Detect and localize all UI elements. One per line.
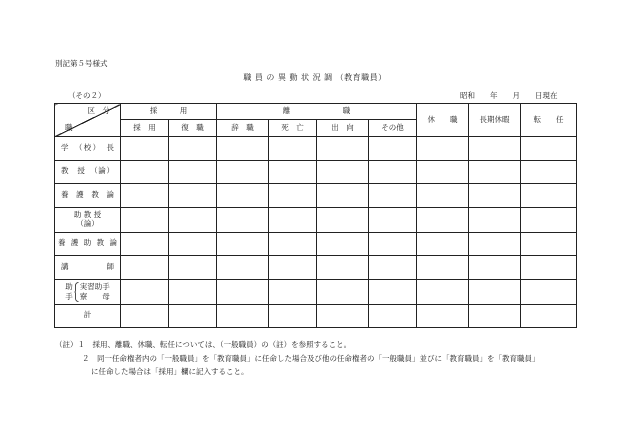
table-cell[interactable] <box>169 137 217 161</box>
table-cell[interactable] <box>269 256 317 280</box>
table-cell[interactable] <box>417 207 469 232</box>
table-cell[interactable] <box>369 232 417 256</box>
row-label-line1: 助 教 授 <box>73 209 102 219</box>
table-cell[interactable] <box>417 160 469 184</box>
table-cell[interactable] <box>121 304 169 328</box>
note-line-2: ２ 同一任命権者内の「一般職員」を「教育職員」に任命した場合及び他の任命権者の「一般職員」並びに「教育職員」を「教育職員」 <box>82 353 540 363</box>
header-long-leave: 長期休暇 <box>469 104 521 137</box>
subheader-hire-new: 採 用 <box>121 120 169 137</box>
subheader-hire-return: 復 職 <box>169 120 217 137</box>
table-cell[interactable] <box>417 137 469 161</box>
table-cell[interactable] <box>269 184 317 208</box>
table-cell[interactable] <box>217 160 269 184</box>
table-cell[interactable] <box>269 304 317 328</box>
brace-icon <box>74 282 79 302</box>
table-cell[interactable] <box>169 184 217 208</box>
corner-header-category: 区 分 <box>87 106 110 115</box>
table-cell[interactable] <box>269 160 317 184</box>
corner-header <box>55 104 121 137</box>
table-cell[interactable] <box>521 279 577 304</box>
row-label-total: 計 <box>55 304 121 328</box>
table-cell[interactable] <box>121 232 169 256</box>
table-cell[interactable] <box>169 304 217 328</box>
personnel-change-table <box>54 103 577 328</box>
table-row <box>55 160 577 184</box>
row-label <box>55 279 121 304</box>
as-of-date-line: 昭和 年 月 日現在 <box>460 91 558 100</box>
table-cell[interactable] <box>469 279 521 304</box>
table-cell[interactable] <box>269 232 317 256</box>
table-cell[interactable] <box>217 137 269 161</box>
row-label: 教 授 （論） <box>55 160 121 184</box>
table-cell[interactable] <box>217 184 269 208</box>
table-row <box>55 207 577 232</box>
table-cell[interactable] <box>469 160 521 184</box>
table-row <box>55 256 577 280</box>
note-line-3: に任命した場合は「採用」欄に記入すること。 <box>91 367 249 376</box>
row-label-left-top: 助 <box>65 282 73 292</box>
table-cell[interactable] <box>469 207 521 232</box>
subheader-secondment: 出 向 <box>317 120 369 137</box>
table-cell[interactable] <box>369 184 417 208</box>
table-cell[interactable] <box>217 279 269 304</box>
table-cell[interactable] <box>121 137 169 161</box>
table-cell[interactable] <box>369 207 417 232</box>
row-label: 講 師 <box>55 256 121 280</box>
table-cell[interactable] <box>469 137 521 161</box>
table-cell[interactable] <box>369 160 417 184</box>
note-line-1: （註）１ 採用、離職、休職、転任については、（一般職員）の（註）を参照すること。 <box>55 340 352 349</box>
table-row <box>55 279 577 304</box>
header-hire: 採 用 <box>121 104 217 120</box>
subheader-death: 死 亡 <box>269 120 317 137</box>
table-row <box>55 137 577 161</box>
table-cell[interactable] <box>469 184 521 208</box>
row-label <box>55 207 121 232</box>
table-cell[interactable] <box>317 256 369 280</box>
table-cell[interactable] <box>217 207 269 232</box>
table-cell[interactable] <box>317 304 369 328</box>
table-cell[interactable] <box>121 184 169 208</box>
subheader-other: その他 <box>369 120 417 137</box>
table-cell[interactable] <box>269 137 317 161</box>
table-cell[interactable] <box>317 232 369 256</box>
row-label-right-top: 実習助手 <box>79 282 110 292</box>
row-label-right-bottom: 寮 母 <box>79 291 110 301</box>
table-cell[interactable] <box>269 207 317 232</box>
form-number: 別記第５号様式 <box>55 59 108 68</box>
part-label: （その２） <box>68 91 106 100</box>
table-cell[interactable] <box>417 304 469 328</box>
subheader-resign: 辞 職 <box>217 120 269 137</box>
header-transfer: 転 任 <box>521 104 577 137</box>
table-cell[interactable] <box>317 160 369 184</box>
table-cell[interactable] <box>521 304 577 328</box>
table-cell[interactable] <box>121 207 169 232</box>
document-title: 職 員 の 異 動 状 況 調 （教育職員） <box>243 73 387 82</box>
table-cell[interactable] <box>521 137 577 161</box>
table-cell[interactable] <box>521 184 577 208</box>
corner-header-position: 職 <box>65 123 73 133</box>
table-cell[interactable] <box>521 256 577 280</box>
table-cell[interactable] <box>369 137 417 161</box>
table-cell[interactable] <box>121 256 169 280</box>
table-cell[interactable] <box>121 160 169 184</box>
table-cell[interactable] <box>521 207 577 232</box>
table-cell[interactable] <box>469 232 521 256</box>
table-cell[interactable] <box>121 279 169 304</box>
row-label-line2: （論） <box>76 218 99 228</box>
table-cell[interactable] <box>217 232 269 256</box>
table-cell[interactable] <box>169 232 217 256</box>
table-cell[interactable] <box>217 256 269 280</box>
table-cell[interactable] <box>317 184 369 208</box>
row-label: 学 （校） 長 <box>55 137 121 161</box>
table-row <box>55 184 577 208</box>
table-cell[interactable] <box>469 304 521 328</box>
table-cell[interactable] <box>169 279 217 304</box>
row-label: 養護助教論 <box>55 232 121 256</box>
table-cell[interactable] <box>317 279 369 304</box>
table-cell[interactable] <box>369 256 417 280</box>
table-cell[interactable] <box>269 279 317 304</box>
table-cell[interactable] <box>217 304 269 328</box>
header-leave: 離 職 <box>217 104 417 120</box>
table-cell[interactable] <box>169 160 217 184</box>
table-cell[interactable] <box>169 207 217 232</box>
table-cell[interactable] <box>317 207 369 232</box>
table-cell[interactable] <box>469 256 521 280</box>
table-cell[interactable] <box>521 232 577 256</box>
table-cell[interactable] <box>317 137 369 161</box>
table-cell[interactable] <box>417 279 469 304</box>
table-cell[interactable] <box>369 279 417 304</box>
row-label-left-bottom: 手 <box>65 291 73 301</box>
table-cell[interactable] <box>417 232 469 256</box>
notes <box>55 338 540 379</box>
table-cell[interactable] <box>521 160 577 184</box>
table-cell[interactable] <box>369 304 417 328</box>
table-cell[interactable] <box>417 256 469 280</box>
row-label: 養 護 教 論 <box>55 184 121 208</box>
table-cell[interactable] <box>417 184 469 208</box>
table-row <box>55 232 577 256</box>
table-row-total <box>55 304 577 328</box>
table-cell[interactable] <box>169 256 217 280</box>
header-absence: 休 職 <box>417 104 469 137</box>
